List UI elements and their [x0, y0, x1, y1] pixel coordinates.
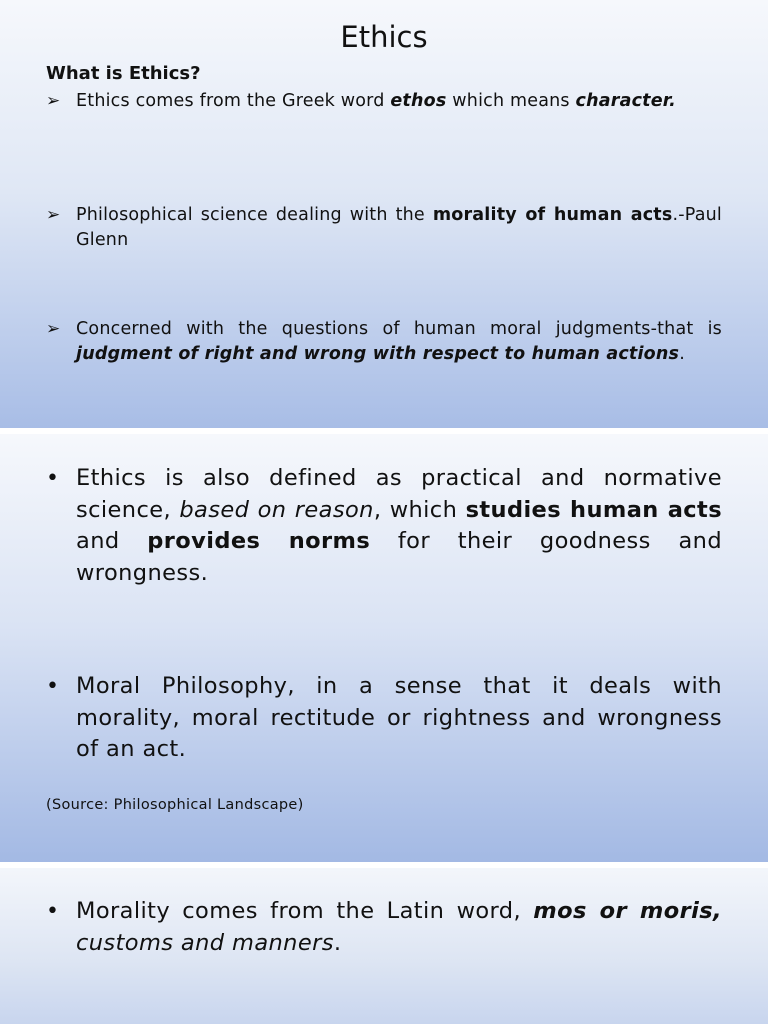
slide-title: Ethics	[340, 20, 428, 54]
bullet-item	[46, 896, 722, 959]
text-run: , which	[373, 496, 466, 523]
slide-ethics-science	[0, 434, 768, 862]
bullet-text	[76, 203, 722, 252]
bullet-text	[76, 896, 722, 959]
bullet-item	[46, 89, 722, 114]
text-run: Ethics comes from the Greek word	[76, 91, 391, 111]
dot-bullet-icon: •	[46, 674, 60, 699]
arrow-bullet-icon: ➢	[46, 205, 61, 225]
text-run: Moral Philosophy, in a sense that it deals with morality, moral rectitude or rightness and wrongness of an act.	[76, 673, 722, 762]
text-run: .	[333, 929, 342, 956]
bold-run: studies human acts	[465, 496, 722, 523]
bullet-item	[46, 671, 722, 766]
bullet-text	[76, 89, 722, 114]
bold-run: provides norms	[147, 528, 371, 554]
text-run: .-Paul Glenn	[76, 205, 722, 250]
bold-italic-run: character.	[575, 91, 676, 111]
text-run: .	[679, 343, 685, 364]
dot-bullet-icon: •	[46, 899, 60, 924]
slide-subheading: What is Ethics?	[46, 63, 201, 84]
bold-run: morality of human acts	[432, 205, 673, 225]
text-run: which means	[446, 91, 576, 111]
bullet-text	[76, 671, 722, 766]
text-run: Philosophical science dealing with the	[76, 205, 433, 225]
bullet-item	[46, 463, 722, 589]
italic-run: customs and manners	[76, 929, 334, 956]
slide-ethics-definitions	[0, 0, 768, 428]
text-run: and	[76, 528, 148, 554]
text-run: Ethics is also defined as practical and normative science,	[76, 465, 722, 523]
bullet-item	[46, 317, 722, 366]
bullet-text	[76, 317, 722, 366]
source-citation: (Source: Philosophical Landscape)	[46, 797, 304, 813]
bold-italic-run: judgment of right and wrong with respect to human actions	[76, 343, 680, 364]
italic-run: based on reason	[179, 496, 374, 523]
bullet-item	[46, 203, 722, 252]
text-run: for their goodness and wrongness.	[76, 528, 722, 586]
text-run: Concerned with the questions of human moral judgments-that is	[76, 319, 722, 339]
slide-morality	[0, 868, 768, 1024]
bold-italic-run: ethos	[390, 91, 447, 111]
bold-italic-run: mos or moris,	[533, 898, 722, 924]
bullet-text	[76, 463, 722, 589]
dot-bullet-icon: •	[46, 466, 60, 491]
text-run: Morality comes from the Latin word,	[76, 898, 534, 924]
arrow-bullet-icon: ➢	[46, 319, 61, 339]
arrow-bullet-icon: ➢	[46, 91, 61, 111]
